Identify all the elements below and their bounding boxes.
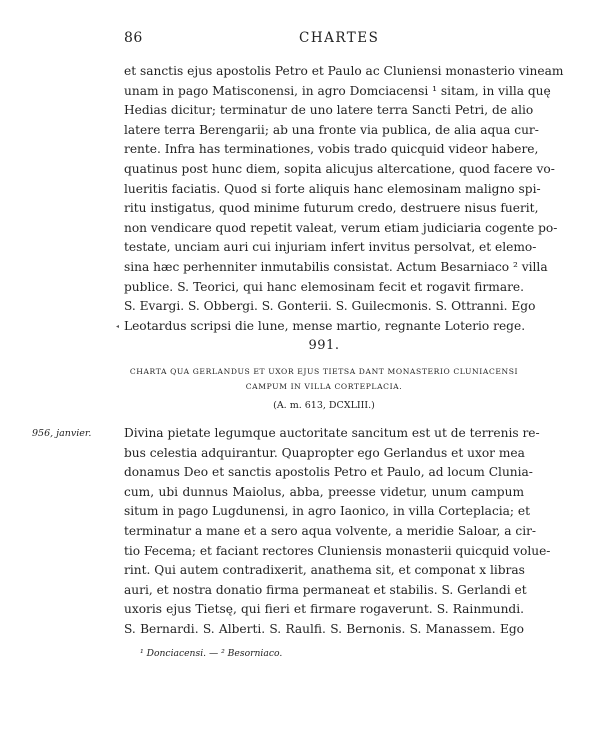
text-line: situm in pago Lugdunensi, in agro Iaonico, in villa Corteplacia; et: [124, 504, 531, 519]
text-line: Divina pietate legumque auctoritate sancitum est ut de terrenis re-: [124, 426, 540, 440]
charter-number: 991.: [308, 338, 340, 353]
text-line: non vendicare quod repetit valeat, verum etiam judiciaria cogente po-: [124, 220, 558, 235]
text-line: quatinus post hunc diem, sopita alicujus altercatione, quod facere vo-: [124, 161, 555, 176]
text-line: auri, et nostra donatio firma permaneat et stabilis. S. Gerlandi et: [124, 582, 527, 597]
charter-text: [124, 424, 551, 640]
text-line: donamus Deo et sanctis apostolis Petro et Paulo, ad locum Clunia-: [124, 465, 533, 480]
charter-heading-line: CAMPUM IN VILLA CORTEPLACIA.: [245, 382, 403, 391]
text-line: latere terra Berengarii; ab una fronte via publica, de alia aqua cur-: [124, 122, 539, 137]
text-line: bus celestia adquirantur. Quapropter ego Gerlandus et uxor mea: [124, 445, 525, 460]
text-line: tio Fecema; et faciant rectores Cluniensis monasterii quicquid volue-: [124, 543, 551, 558]
text-line: ritu instigatus, quod minime futurum credo, destruere nisus fuerit,: [124, 201, 539, 216]
page-number: 86: [124, 30, 143, 46]
text-line: unam in pago Matisconensi, in agro Domciacensi ¹ sitam, in villa quę: [124, 83, 551, 98]
text-line: S. Evargi. S. Obbergi. S. Gonterii. S. Guilecmonis. S. Ottranni. Ego: [124, 299, 536, 314]
text-line: lueritis faciatis. Quod si forte aliquis hanc elemosinam maligno spi-: [124, 181, 541, 196]
charter-date: (A. m. 613, DCXLIII.): [273, 400, 375, 411]
text-line: publice. S. Teorici, qui hanc elemosinam fecit et rogavit firmare.: [124, 279, 524, 294]
charter-heading: [124, 364, 524, 394]
text-line: rint. Qui autem contradixerit, anathema sit, et componat x libras: [124, 563, 525, 578]
text-line: S. Bernardi. S. Alberti. S. Raulfi. S. Bernonis. S. Manassem. Ego: [124, 621, 524, 636]
text-line: sina hæc perhenniter inmutabilis consistat. Actum Besarniaco ² villa: [124, 259, 548, 274]
text-line: testate, unciam auri cui injuriam infert invitus persolvat, et elemo-: [124, 240, 537, 255]
text-line: Leotardus scripsi die lune, mense martio, regnante Loterio rege.: [124, 318, 526, 333]
margin-date-note: 956, janvier.: [32, 428, 92, 439]
text-line: cum, ubi dunnus Maiolus, abba, preesse videtur, unum campum: [124, 484, 524, 499]
page-header: [124, 30, 524, 50]
text-line: uxoris ejus Tietsę, qui fieri et firmare rogaverunt. S. Rainmundi.: [124, 602, 524, 617]
text-line: et sanctis ejus apostolis Petro et Paulo ac Cluniensi monasterio vineam: [124, 64, 564, 78]
stray-mark: ◂: [116, 323, 120, 330]
text-line: rente. Infra has terminationes, vobis trado quicquid videor habere,: [124, 142, 539, 157]
charter-heading-line: CHARTA QUA GERLANDUS ET UXOR EJUS TIETSA DANT MONASTERIO CLUNIACENSI: [129, 367, 519, 376]
continued-charter-text: [124, 62, 564, 336]
text-line: terminatur a mane et a sero aqua volvente, a meridie Saloar, a cir-: [124, 523, 537, 538]
text-line: Hedias dicitur; terminatur de uno latere terra Sancti Petri, de alio: [124, 103, 534, 118]
footnotes: ¹ Donciacensi. — ² Besorniaco.: [140, 648, 283, 659]
running-title: CHARTES: [299, 30, 380, 46]
